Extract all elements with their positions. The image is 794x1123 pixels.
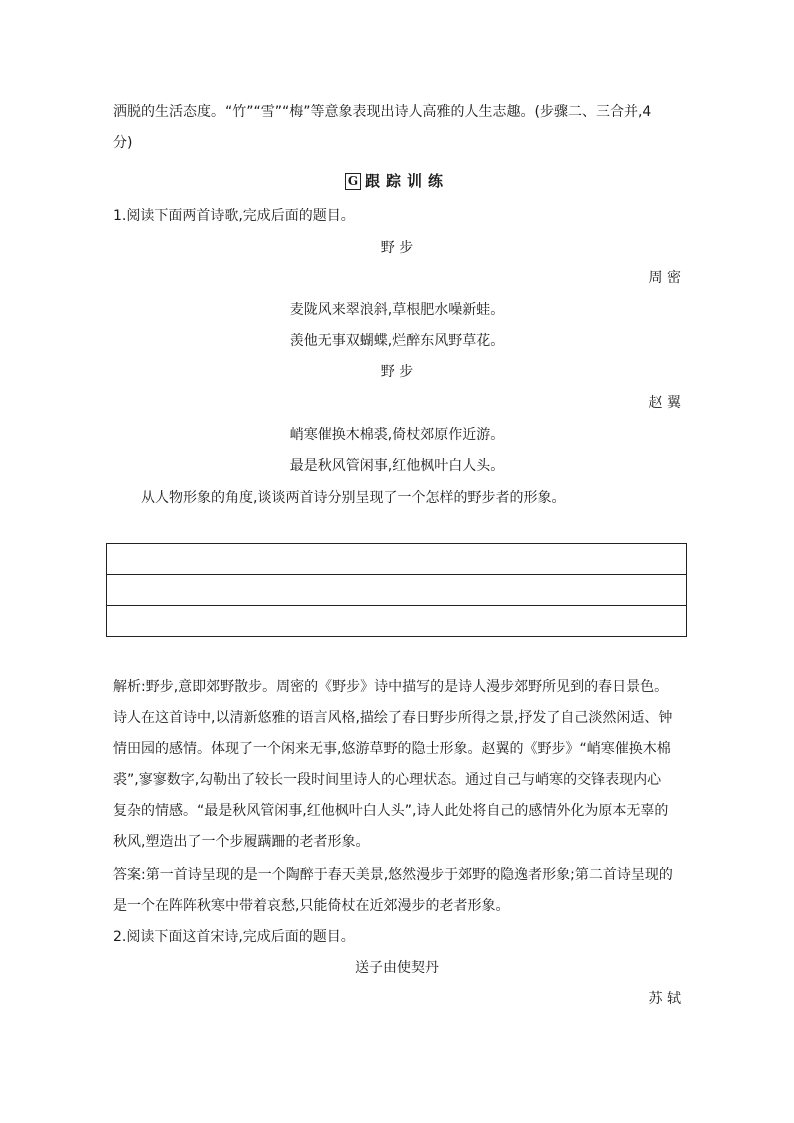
analysis-line-6: 秋风,塑造出了一个步履蹒跚的老者形象。 xyxy=(113,834,370,850)
answer-text-line-2: 是一个在阵阵秋寒中带着哀愁,只能倚杖在近郊漫步的老者形象。 xyxy=(113,898,510,914)
analysis-line-1: 解析:野步,意即郊野散步。周密的《野步》诗中描写的是诗人漫步郊野所见到的春日景色。 xyxy=(113,679,669,695)
answer-line-1[interactable] xyxy=(107,544,687,575)
poem-1-line-2: 羡他无事双蝴蝶,烂醉东风野草花。 xyxy=(289,333,505,349)
section-title: 跟踪训练 xyxy=(364,172,449,190)
answer-line-2[interactable] xyxy=(107,575,687,606)
analysis-line-3: 情田园的感情。体现了一个闲来无事,悠游草野的隐士形象。赵翼的《野步》“峭寒催换木棉 xyxy=(113,741,671,757)
section-badge-icon: G xyxy=(345,173,361,190)
poem-2-line-1: 峭寒催换木棉裘,倚杖郊原作近游。 xyxy=(289,427,505,443)
question-1-text: 从人物形象的角度,谈谈两首诗分别呈现了一个怎样的野步者的形象。 xyxy=(141,490,566,506)
intro-text-line-1: 洒脱的生活态度。“竹”“雪”“梅”等意象表现出诗人高雅的人生志趣。(步骤二、三合并,4 xyxy=(113,104,652,120)
poem-1-title: 野 步 xyxy=(380,240,414,256)
poem-3-title: 送子由使契丹 xyxy=(355,960,439,976)
poem-2-line-2: 最是秋风管闲事,红他枫叶白人头。 xyxy=(289,458,505,474)
question-2-prompt: 2.阅读下面这首宋诗,完成后面的题目。 xyxy=(113,929,355,945)
poem-2-title: 野 步 xyxy=(380,364,414,380)
question-1-prompt: 1.阅读下面两首诗歌,完成后面的题目。 xyxy=(113,208,355,224)
answer-line-3[interactable] xyxy=(107,606,687,637)
answer-box xyxy=(106,543,687,637)
poem-1-author: 周 密 xyxy=(648,270,681,286)
analysis-line-2: 诗人在这首诗中,以清新悠雅的语言风格,描绘了春日野步所得之景,抒发了自己淡然闲适、钟 xyxy=(113,710,673,726)
intro-text-line-2: 分) xyxy=(113,135,133,151)
poem-1-line-1: 麦陇风来翠浪斜,草根肥水噪新蛙。 xyxy=(289,302,505,318)
poem-2-author: 赵 翼 xyxy=(648,395,681,411)
analysis-line-5: 复杂的情感。“最是秋风管闲事,红他枫叶白人头”,诗人此处将自己的感情外化为原本无辜的 xyxy=(113,803,669,819)
section-heading xyxy=(0,170,794,191)
poem-3-author: 苏 轼 xyxy=(648,991,681,1007)
answer-text-line-1: 答案:第一首诗呈现的是一个陶醉于春天美景,悠然漫步于郊野的隐逸者形象;第二首诗呈现的 xyxy=(113,867,673,883)
analysis-line-4: 裘”,寥寥数字,勾勒出了较长一段时间里诗人的心理状态。通过自己与峭寒的交锋表现内心 xyxy=(113,772,662,788)
